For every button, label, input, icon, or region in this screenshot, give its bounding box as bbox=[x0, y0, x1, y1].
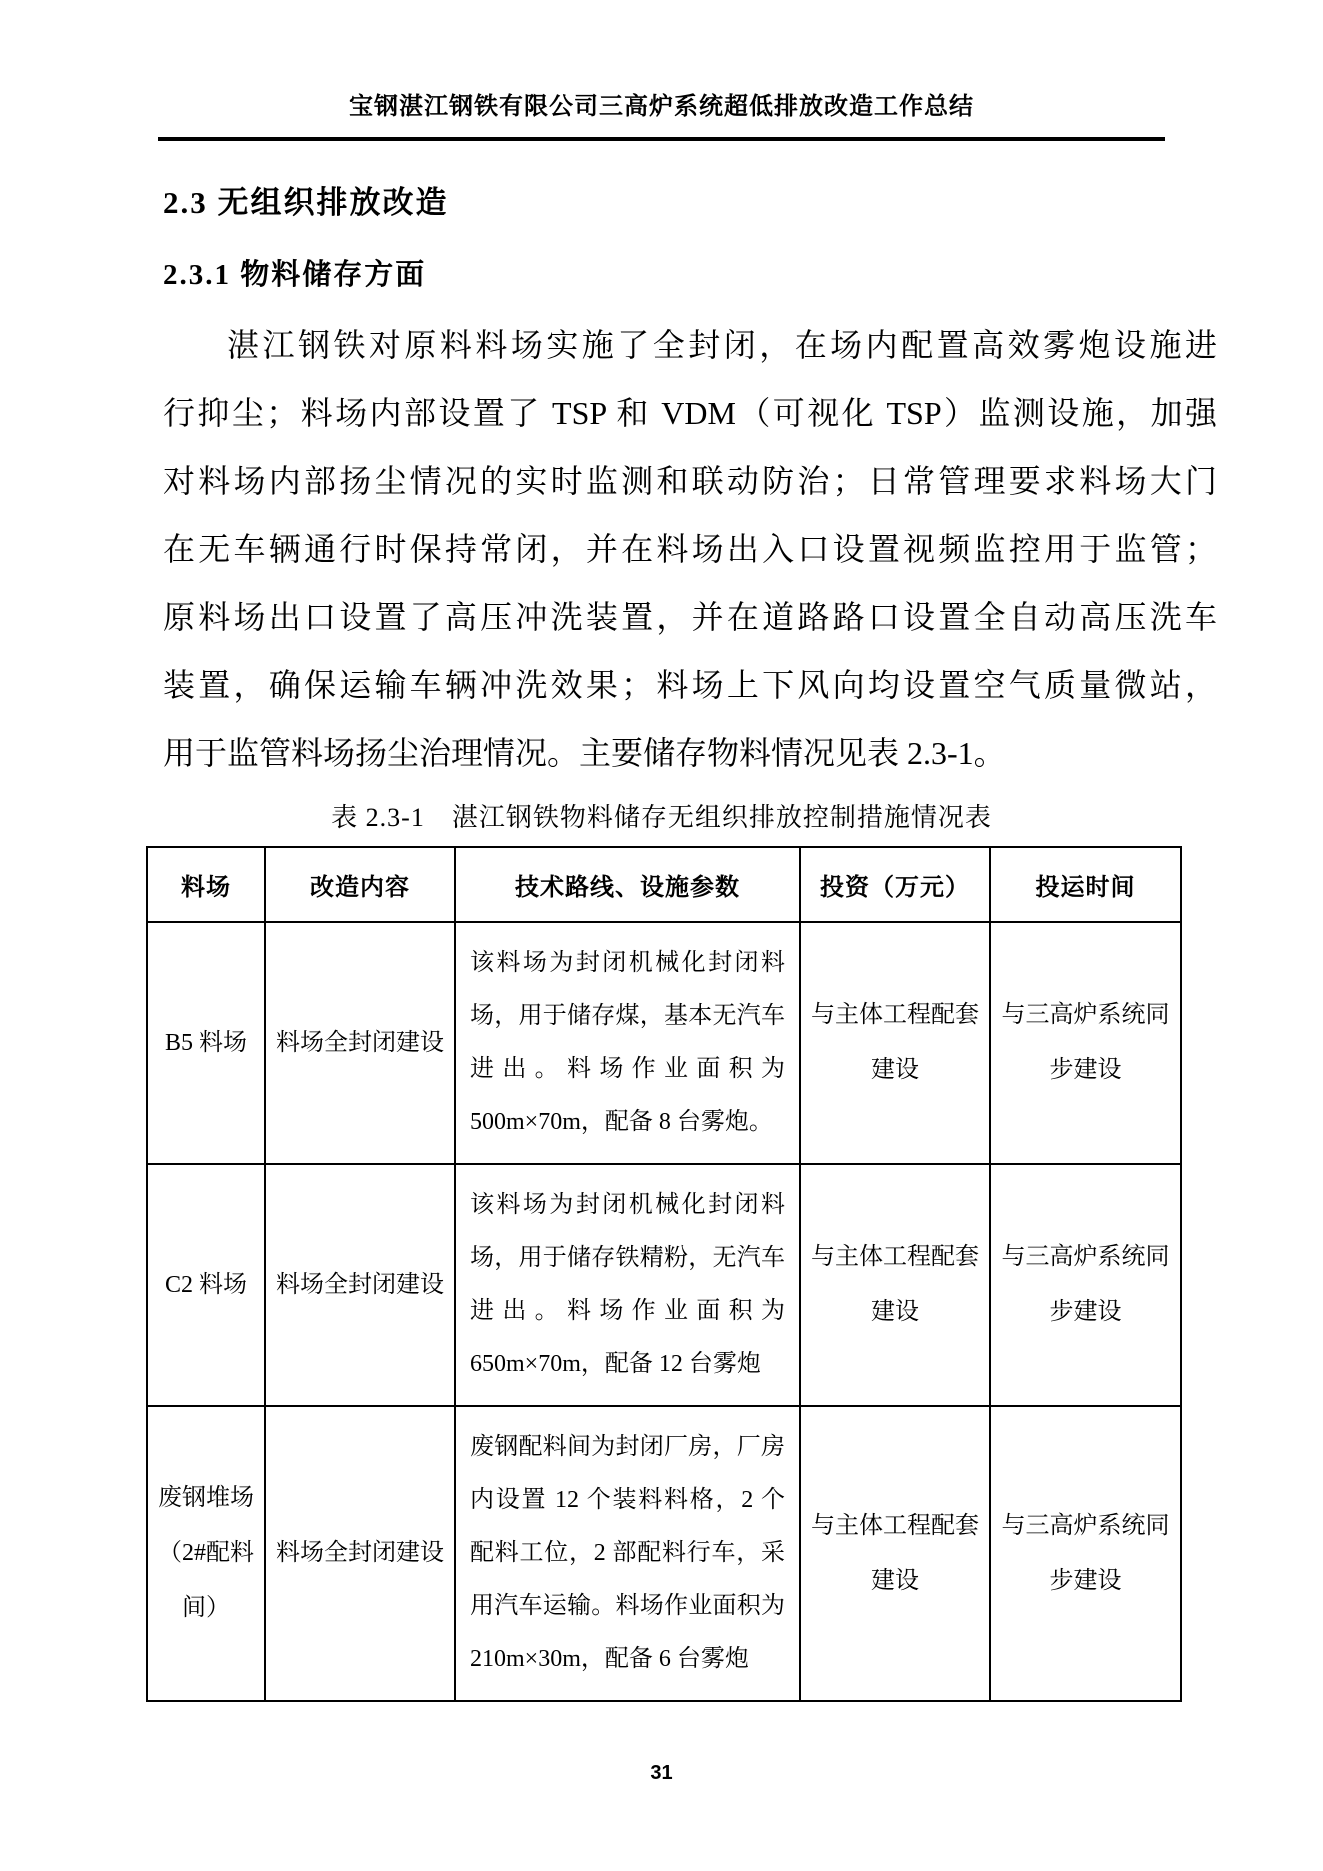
section-heading: 2.3 无组织排放改造 bbox=[163, 185, 449, 220]
cell-measure: 料场全封闭建设 bbox=[265, 1406, 455, 1701]
table-row bbox=[147, 922, 1181, 1164]
cell-tech: 该料场为封闭机械化封闭料场，用于储存铁精粉，无汽车进出。料场作业面积为 650m×70m，配备 12 台雾炮 bbox=[455, 1164, 800, 1406]
table-row bbox=[147, 1406, 1181, 1701]
document-header-title: 宝钢湛江钢铁有限公司三高炉系统超低排放改造工作总结 bbox=[349, 93, 974, 120]
paragraph-line: 在无车辆通行时保持常闭，并在料场出入口设置视频监控用于监管； bbox=[163, 531, 1217, 567]
cell-investment: 与主体工程配套建设 bbox=[800, 1164, 990, 1406]
paragraph-line: 行抑尘；料场内部设置了 TSP 和 VDM（可视化 TSP）监测设施，加强 bbox=[163, 395, 1217, 431]
cell-tech: 废钢配料间为封闭厂房，厂房内设置 12 个装料料格，2 个配料工位，2 部配料行车，采用汽车运输。料场作业面积为 210m×30m，配备 6 台雾炮 bbox=[455, 1406, 800, 1701]
paragraph-line: 装置，确保运输车辆冲洗效果；料场上下风向均设置空气质量微站， bbox=[163, 667, 1217, 703]
cell-measure: 料场全封闭建设 bbox=[265, 1164, 455, 1406]
cell-investment: 与主体工程配套建设 bbox=[800, 1406, 990, 1701]
table-caption: 表 2.3-1 湛江钢铁物料储存无组织排放控制措施情况表 bbox=[331, 803, 992, 832]
paragraph-line: 用于监管料场扬尘治理情况。主要储存物料情况见表 2.3-1。 bbox=[163, 735, 1006, 771]
cell-investment: 与主体工程配套建设 bbox=[800, 922, 990, 1164]
paragraph-line: 对料场内部扬尘情况的实时监测和联动防治；日常管理要求料场大门 bbox=[163, 463, 1217, 499]
cell-schedule: 与三高炉系统同步建设 bbox=[990, 922, 1181, 1164]
body-paragraph bbox=[163, 311, 1217, 787]
table-header-investment: 投资（万元） bbox=[800, 847, 990, 922]
cell-measure: 料场全封闭建设 bbox=[265, 922, 455, 1164]
page-number: 31 bbox=[650, 1762, 673, 1784]
table-header-schedule: 投运时间 bbox=[990, 847, 1181, 922]
paragraph-line: 湛江钢铁对原料料场实施了全封闭，在场内配置高效雾炮设施进 bbox=[227, 327, 1217, 363]
cell-tech: 该料场为封闭机械化封闭料场，用于储存煤，基本无汽车进出。料场作业面积为 500m×70m，配备 8 台雾炮。 bbox=[455, 922, 800, 1164]
table-header-yard: 料场 bbox=[147, 847, 265, 922]
cell-schedule: 与三高炉系统同步建设 bbox=[990, 1164, 1181, 1406]
table-row bbox=[147, 1164, 1181, 1406]
cell-schedule: 与三高炉系统同步建设 bbox=[990, 1406, 1181, 1701]
storage-measures-table bbox=[146, 846, 1182, 1702]
paragraph-line: 原料场出口设置了高压冲洗装置，并在道路路口设置全自动高压洗车 bbox=[163, 599, 1217, 635]
table-header-tech: 技术路线、设施参数 bbox=[455, 847, 800, 922]
cell-yard: 废钢堆场（2#配料间） bbox=[147, 1406, 265, 1701]
header-divider bbox=[158, 137, 1165, 141]
cell-yard: C2 料场 bbox=[147, 1164, 265, 1406]
cell-yard: B5 料场 bbox=[147, 922, 265, 1164]
table-header-row bbox=[147, 847, 1181, 922]
table-header-measure: 改造内容 bbox=[265, 847, 455, 922]
subsection-heading: 2.3.1 物料储存方面 bbox=[163, 259, 427, 291]
